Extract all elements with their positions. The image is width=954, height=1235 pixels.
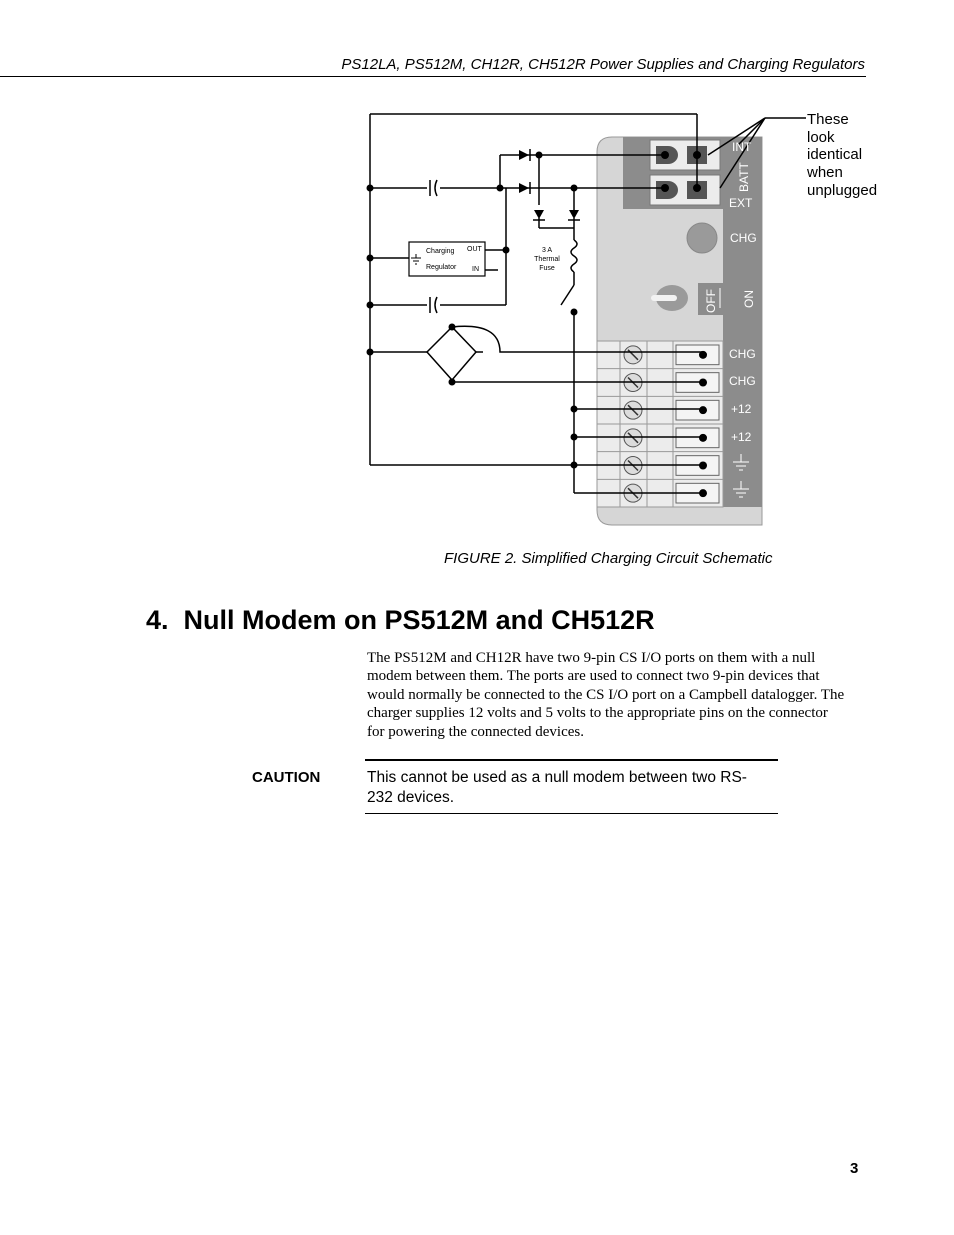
section-heading [146,605,655,636]
callout-line-3: identical [807,146,863,163]
caution-text: This cannot be used as a null modem between two RS-232 devices. [367,769,747,806]
header-rule [0,76,866,77]
label-chg-led: CHG [730,231,757,245]
label-ext: EXT [729,196,753,210]
regulator-label-1: Charging [426,248,455,255]
terminal-block [597,341,723,507]
callout-line-4: when [807,164,843,181]
terminal-plug [676,428,719,448]
label-batt: BATT [737,162,751,192]
page-number: 3 [850,1160,859,1177]
caution-rule-top [365,759,778,761]
section-number: 4. [146,605,169,635]
label-int: INT [732,140,752,154]
terminal-label-chg-2: CHG [729,374,756,388]
callout-line-1: These [807,111,849,128]
terminal-wire-dot [699,406,707,414]
regulator-out: OUT [467,246,482,253]
terminal-label-12v-1: +12 [731,402,752,416]
diodes [519,149,580,220]
terminal-label-12v-2: +12 [731,430,752,444]
callout-line-5: unplugged [807,182,878,199]
fuse-label-2: Thermal [534,256,560,263]
label-on: ON [742,290,756,308]
regulator-in: IN [472,266,479,273]
figure-caption: FIGURE 2. Simplified Charging Circuit Schematic [444,550,773,567]
switch-lever [651,295,677,301]
fuse-label-3: Fuse [539,265,555,272]
body-paragraph: The PS512M and CH12R have two 9-pin CS I/O ports on them with a null modem between them. The ports are used to connect two 9-pin devices that would normally be connected to the CS I/O port on a Campbell datalogger. The charger supplies 12 volts and 5 volts to the appropriate pins on the connector for powering the connected devices. [367,650,845,740]
terminal-wire-dot [699,434,707,442]
schematic-svg [360,105,900,535]
chg-led [687,223,717,253]
fuse-label-1: 3 A [541,247,553,254]
section-title: Null Modem on PS512M and CH512R [183,605,655,635]
label-off: OFF [704,289,718,313]
terminal-label-chg-1: CHG [729,347,756,361]
caution-rule-bottom [365,813,778,814]
terminal-plug [676,345,719,365]
callout-line-2: look [807,129,835,146]
running-header: PS12LA, PS512M, CH12R, CH512R Power Supplies and Charging Regulators [341,56,865,73]
charging-circuit-figure [360,105,900,535]
caution-label: CAUTION [252,769,321,786]
regulator-label-2: Regulator [426,264,457,271]
terminal-plug [676,400,719,420]
connector-ext [650,175,720,205]
charging-regulator [409,242,485,276]
